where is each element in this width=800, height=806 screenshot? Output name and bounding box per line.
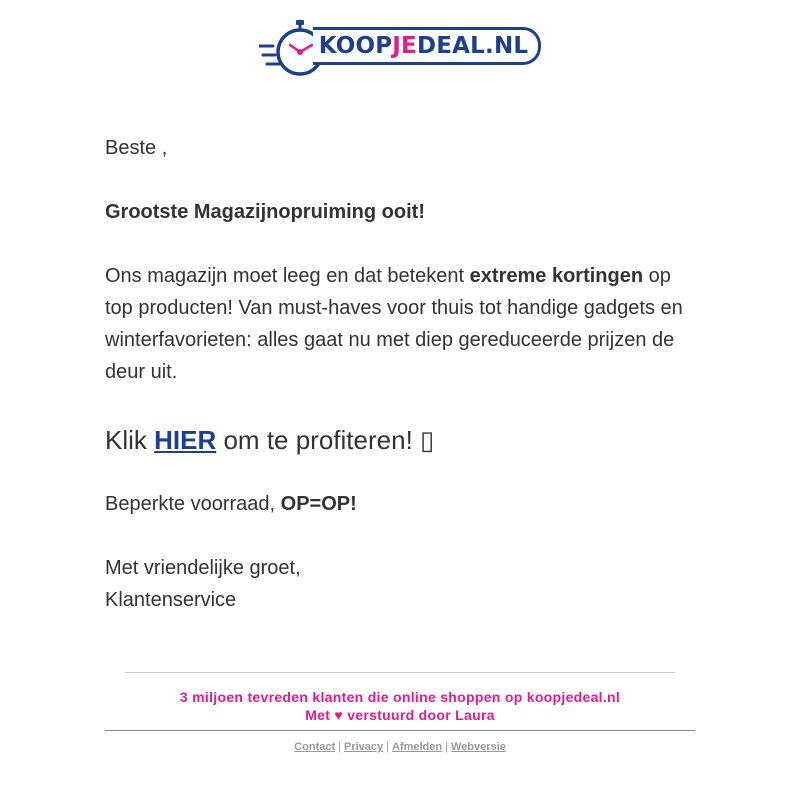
brand-logo[interactable] <box>259 16 542 76</box>
greeting: Beste , <box>105 137 168 159</box>
call-to-action <box>105 420 700 460</box>
brand-name-suffix: DEAL.NL <box>416 33 529 59</box>
footer-sender-line: Met ♥ verstuurd door Laura <box>305 707 495 723</box>
body-paragraph <box>105 260 700 388</box>
privacy-link[interactable]: Privacy <box>343 741 384 753</box>
footer-message <box>0 688 800 724</box>
brand-wordmark <box>313 27 542 65</box>
footer-customers-line: 3 miljoen tevreden klanten die online shoppen op koopjedeal.nl <box>179 689 621 705</box>
brand-name-prefix: KOOP <box>318 33 393 59</box>
cta-link-hier[interactable]: HIER <box>154 425 217 455</box>
link-separator: | <box>445 741 448 753</box>
email-body <box>105 132 700 616</box>
link-separator: | <box>386 741 389 753</box>
signature: Klantenservice <box>105 589 237 611</box>
cta-text-end: om te profiteren! <box>216 425 421 455</box>
stock-bold: OP=OP! <box>280 493 357 515</box>
contact-link[interactable]: Contact <box>294 741 336 753</box>
footer-links <box>0 739 800 755</box>
stock-text: Beperkte voorraad, <box>105 493 281 515</box>
closing: Met vriendelijke groet, <box>105 557 301 579</box>
unsubscribe-link[interactable]: Afmelden <box>392 741 443 753</box>
missing-glyph-icon: ▯ <box>420 425 435 455</box>
footer-divider-top <box>125 672 675 673</box>
link-separator: | <box>338 741 341 753</box>
body-text-start: Ons magazijn moet leeg en dat betekent <box>105 265 470 287</box>
footer-divider-bottom <box>105 730 695 731</box>
body-text-end: op top producten! Van must-haves voor thuis tot handige gadgets en winterfavorieten: alles gaat nu met diep gereduceerde prijzen de deur uit. <box>105 265 683 383</box>
headline: Grootste Magazijnopruiming ooit! <box>105 201 425 223</box>
cta-text-start: Klik <box>105 425 155 455</box>
webversion-link[interactable]: Webversie <box>450 741 506 753</box>
body-text-bold: extreme kortingen <box>469 265 644 287</box>
brand-name-accent: JE <box>392 33 417 59</box>
stock-notice <box>105 488 700 520</box>
email-header <box>0 14 800 78</box>
